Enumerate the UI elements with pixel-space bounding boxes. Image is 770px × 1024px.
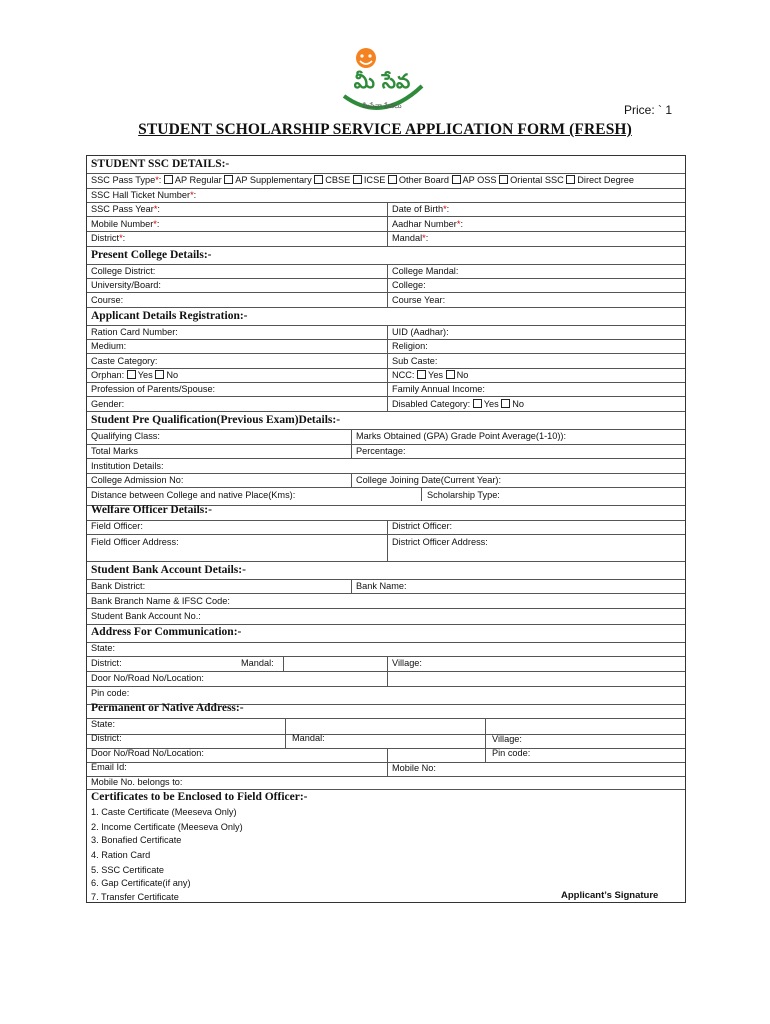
medium-field[interactable]: Medium: (91, 341, 127, 351)
cert-item: 2. Income Certificate (Meeseva Only) (91, 822, 243, 832)
caste-category-field[interactable]: Caste Category: (91, 356, 158, 366)
bank-section-heading: Student Bank Account Details:- (91, 564, 246, 576)
hall-ticket-field[interactable]: SSC Hall Ticket Number*: (91, 190, 197, 200)
cbse-checkbox[interactable] (314, 175, 323, 184)
direct-degree-checkbox[interactable] (566, 175, 575, 184)
perm-village-field[interactable]: Village: (492, 734, 522, 744)
price-label: Price: ` 1 (624, 103, 673, 117)
ssc-mandal-field[interactable]: Mandal*: (392, 233, 429, 243)
aadhar-number-field[interactable]: Aadhar Number*: (392, 219, 463, 229)
certs-section-heading: Certificates to be Enclosed to Field Officer:- (91, 791, 308, 803)
ap-regular-checkbox[interactable] (164, 175, 173, 184)
profession-field[interactable]: Profession of Parents/Spouse: (91, 384, 216, 394)
university-field[interactable]: University/Board: (91, 280, 161, 290)
cert-item: 4. Ration Card (91, 850, 151, 860)
cert-item: 7. Transfer Certificate (91, 892, 179, 902)
total-marks-field[interactable]: Total Marks (91, 446, 138, 456)
orphan-no-checkbox[interactable] (155, 370, 164, 379)
distance-field[interactable]: Distance between College and native Place(Kms): (91, 490, 296, 500)
course-year-field[interactable]: Course Year: (392, 295, 446, 305)
other-board-checkbox[interactable] (388, 175, 397, 184)
perm-state-field[interactable]: State: (91, 719, 116, 729)
perm-door-field[interactable]: Door No/Road No/Location: (91, 748, 204, 758)
sub-caste-field[interactable]: Sub Caste: (392, 356, 438, 366)
mobile-number-field[interactable]: Mobile Number*: (91, 219, 160, 229)
comm-district-field[interactable]: District: (91, 658, 122, 668)
comm-door-field[interactable]: Door No/Road No/Location: (91, 673, 204, 683)
ncc-no-checkbox[interactable] (446, 370, 455, 379)
orphan-row: Orphan: Yes No (91, 370, 179, 380)
oriental-ssc-checkbox[interactable] (499, 175, 508, 184)
perm-mandal-field[interactable]: Mandal: (292, 733, 325, 743)
logo-subtext: మీసేవా సేవలు (362, 102, 402, 110)
disabled-no-checkbox[interactable] (501, 399, 510, 408)
perm-pin-field[interactable]: Pin code: (492, 748, 531, 758)
ncc-yes-checkbox[interactable] (417, 370, 426, 379)
ssc-district-field[interactable]: District*: (91, 233, 126, 243)
price-value: ` 1 (658, 103, 673, 117)
marks-obtained-field[interactable]: Marks Obtained (GPA) Grade Point Average(1-10)): (356, 431, 567, 441)
ssc-pass-type-row: SSC Pass Type*: AP Regular AP Supplementary CBSE ICSE Other Board AP OSS Oriental SSC Direct Degree (91, 175, 634, 185)
institution-details-field[interactable]: Institution Details: (91, 461, 164, 471)
applicant-signature-label: Applicant’s Signature (561, 890, 659, 901)
ap-oss-checkbox[interactable] (452, 175, 461, 184)
course-field[interactable]: Course: (91, 295, 124, 305)
prequal-section-heading: Student Pre Qualification(Previous Exam)Details:- (91, 414, 341, 426)
gender-field[interactable]: Gender: (91, 399, 125, 409)
orphan-yes-checkbox[interactable] (127, 370, 136, 379)
disabled-yes-checkbox[interactable] (473, 399, 482, 408)
mobile-belongs-field[interactable]: Mobile No. belongs to: (91, 777, 183, 787)
comm-state-field[interactable]: State: (91, 643, 116, 653)
bank-name-field[interactable]: Bank Name: (356, 581, 407, 591)
bank-branch-field[interactable]: Bank Branch Name & IFSC Code: (91, 596, 230, 606)
perm-mobile-field[interactable]: Mobile No: (392, 763, 436, 773)
college-section-heading: Present College Details:- (91, 249, 212, 261)
comm-pin-field[interactable]: Pin code: (91, 688, 130, 698)
field-officer-field[interactable]: Field Officer: (91, 521, 143, 531)
cert-item: 6. Gap Certificate(if any) (91, 878, 191, 888)
district-officer-field[interactable]: District Officer: (392, 521, 453, 531)
cert-item: 5. SSC Certificate (91, 865, 165, 875)
family-income-field[interactable]: Family Annual Income: (392, 384, 485, 394)
logo-text: మీ సేవ (353, 69, 411, 93)
bank-account-field[interactable]: Student Bank Account No.: (91, 611, 201, 621)
cert-item: 3. Bonafied Certificate (91, 835, 182, 845)
scholarship-type-field[interactable]: Scholarship Type: (427, 490, 500, 500)
joining-date-field[interactable]: College Joining Date(Current Year): (356, 475, 502, 485)
comm-mandal-field[interactable]: Mandal: (241, 658, 274, 668)
field-officer-address-field[interactable]: Field Officer Address: (91, 537, 179, 547)
meeseva-logo (336, 46, 428, 116)
applicant-section-heading: Applicant Details Registration:- (91, 310, 248, 322)
ncc-row: NCC: Yes No (392, 370, 469, 380)
comm-village-field[interactable]: Village: (392, 658, 422, 668)
ssc-pass-year-field[interactable]: SSC Pass Year*: (91, 204, 160, 214)
college-field[interactable]: College: (392, 280, 426, 290)
bank-district-field[interactable]: Bank District: (91, 581, 146, 591)
cert-item: 1. Caste Certificate (Meeseva Only) (91, 807, 237, 817)
college-district-field[interactable]: College District: (91, 266, 156, 276)
application-form (86, 155, 686, 903)
comm-section-heading: Address For Communication:- (91, 626, 242, 638)
ration-card-field[interactable]: Ration Card Number: (91, 327, 178, 337)
perm-district-field[interactable]: District: (91, 733, 122, 743)
date-of-birth-field[interactable]: Date of Birth*: (392, 204, 450, 214)
disabled-row: Disabled Category: Yes No (392, 399, 525, 409)
religion-field[interactable]: Religion: (392, 341, 428, 351)
admission-no-field[interactable]: College Admission No: (91, 475, 184, 485)
district-officer-address-field[interactable]: District Officer Address: (392, 537, 488, 547)
icse-checkbox[interactable] (353, 175, 362, 184)
percentage-field[interactable]: Percentage: (356, 446, 406, 456)
ssc-section-heading: STUDENT SSC DETAILS:- (91, 158, 230, 170)
qualifying-class-field[interactable]: Qualifying Class: (91, 431, 160, 441)
uid-field[interactable]: UID (Aadhar): (392, 327, 449, 337)
perm-section-heading: Permanent or Native Address:- (91, 702, 244, 714)
ap-supplementary-checkbox[interactable] (224, 175, 233, 184)
email-field[interactable]: Email Id: (91, 762, 127, 772)
form-title: STUDENT SCHOLARSHIP SERVICE APPLICATION FORM (FRESH) (138, 121, 632, 138)
welfare-section-heading: Welfare Officer Details:- (91, 504, 212, 516)
college-mandal-field[interactable]: College Mandal: (392, 266, 459, 276)
